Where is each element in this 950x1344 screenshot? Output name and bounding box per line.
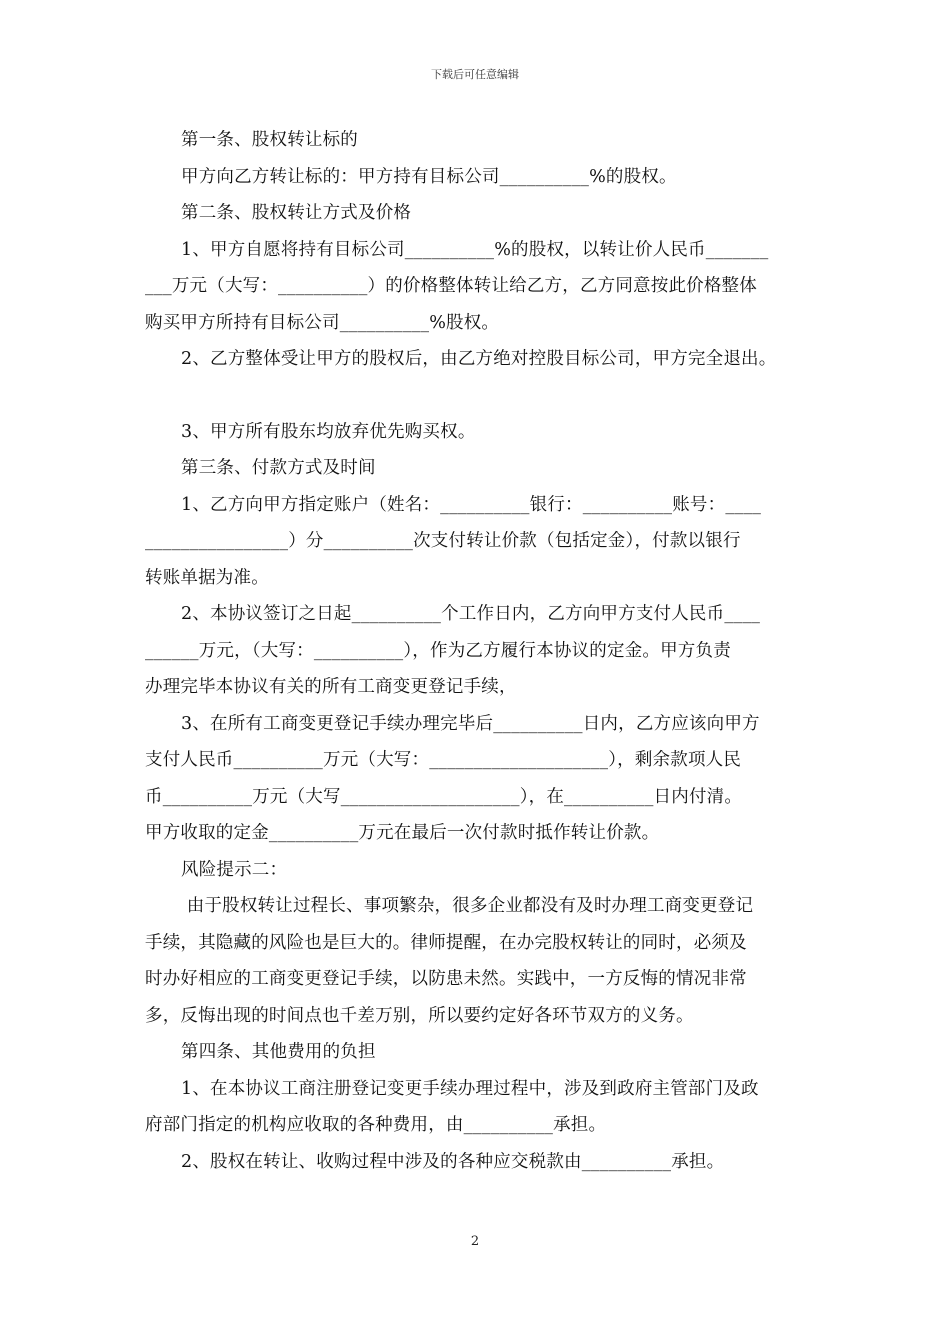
- article-2-clause-2: 2、乙方整体受让甲方的股权后，由乙方绝对控股目标公司，甲方完全退出。: [181, 349, 777, 369]
- article-2-heading: 第二条、股权转让方式及价格: [181, 203, 412, 223]
- page-number: 2: [470, 1234, 480, 1249]
- document-body: [145, 122, 825, 1180]
- article-3-clause-3-cont: 支付人民币__________万元（大写：____________________），剩余款项人民: [145, 750, 742, 770]
- article-3-clause-3: 3、在所有工商变更登记手续办理完毕后__________日内，乙方应该向甲方: [181, 713, 760, 734]
- risk-note-text-cont: 时办好相应的工商变更登记手续，以防患未然。实践中，一方反悔的情况非常: [145, 969, 747, 989]
- article-3-clause-1: 1、乙方向甲方指定账户（姓名：__________银行：__________账号：____: [181, 494, 762, 515]
- article-4-clause-1: 1、在本协议工商注册登记变更手续办理过程中，涉及到政府主管部门及政: [181, 1078, 759, 1099]
- article-3-clause-3-cont: 币__________万元（大写____________________），在__________日内付清。: [145, 786, 743, 807]
- article-3-clause-1-cont: ________________）分__________次支付转让价款（包括定金），付款以银行: [145, 531, 741, 551]
- risk-note-text-cont: 多，反悔出现的时间点也千差万别，所以要约定好各环节双方的义务。: [145, 1005, 694, 1026]
- article-1-text: 甲方向乙方转让标的：甲方持有目标公司__________%的股权。: [181, 166, 677, 187]
- article-2-clause-1-cont: 购买甲方所持有目标公司__________%股权。: [145, 312, 500, 333]
- article-3-heading: 第三条、付款方式及时间: [181, 458, 376, 478]
- article-4-clause-1-cont: 府部门指定的机构应收取的各种费用，由__________承担。: [145, 1115, 607, 1135]
- article-4-clause-2: 2、股权在转让、收购过程中涉及的各种应交税款由__________承担。: [181, 1151, 725, 1172]
- risk-note-text-cont: 手续，其隐藏的风险也是巨大的。律师提醒，在办完股权转让的同时，必须及: [145, 932, 747, 953]
- risk-note-heading: 风险提示二：: [181, 859, 288, 880]
- article-1-heading: 第一条、股权转让标的: [181, 130, 358, 150]
- article-3-clause-2: 2、本协议签订之日起__________个工作日内，乙方向甲方支付人民币____: [181, 604, 761, 624]
- article-2-clause-3: 3、甲方所有股东均放弃优先购买权。: [181, 421, 476, 442]
- article-2-clause-1-cont: ___万元（大写：__________）的价格整体转让给乙方，乙方同意按此价格整体: [145, 276, 757, 296]
- article-2-clause-1: 1、甲方自愿将持有目标公司__________%的股权，以转让价人民币_______: [181, 239, 769, 260]
- article-3-clause-3-cont: 甲方收取的定金__________万元在最后一次付款时抵作转让价款。: [145, 823, 660, 843]
- article-3-clause-2-cont: ______万元，（大写：__________），作为乙方履行本协议的定金。甲方负责: [145, 640, 731, 661]
- article-3-clause-2-cont: 办理完毕本协议有关的所有工商变更登记手续，: [145, 677, 517, 697]
- blank-line: [145, 378, 825, 414]
- article-4-heading: 第四条、其他费用的负担: [181, 1042, 376, 1062]
- page-header: 下载后可任意编辑: [431, 68, 519, 81]
- article-3-clause-1-cont: 转账单据为准。: [145, 567, 269, 588]
- risk-note-text: 由于股权转让过程长、事项繁杂，很多企业都没有及时办理工商变更登记: [181, 896, 754, 916]
